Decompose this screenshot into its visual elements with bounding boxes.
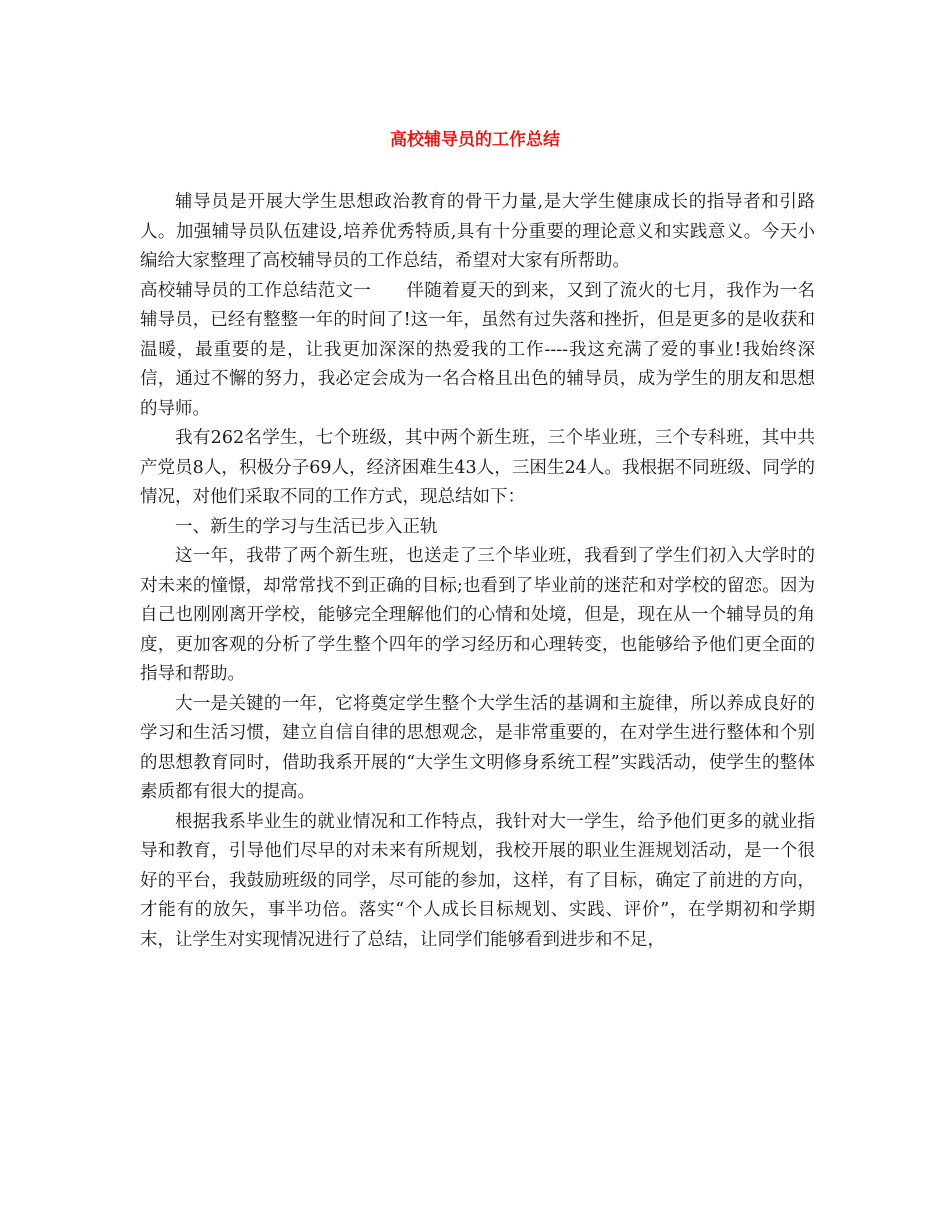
paragraph-freshman-year: 大一是关键的一年，它将奠定学生整个大学生活的基调和主旋律，所以养成良好的学习和生活习惯，建立自信自律的思想观念，是非常重要的，在对学生进行整体和个别的思想教育同时，借助我系开展的“大学生文明修身系统工程”实践活动，使学生的整体素质都有很大的提高。 <box>140 693 815 802</box>
paragraph-employment: 根据我系毕业生的就业情况和工作特点，我针对大一学生，给予他们更多的就业指导和教育，引导他们尽早的对未来有所规划，我校开展的职业生涯规划活动，是一个很好的平台，我鼓励班级的同学，尽可能的参加，这样，有了目标，确定了前进的方向，才能有的放矢，事半功倍。落实“个人成长目标规划、实践、评价”，在学期初和学期末，让学生对实现情况进行了总结，让同学们能够看到进步和不足， <box>140 811 815 950</box>
paragraph-students: 我有262名学生，七个班级，其中两个新生班，三个毕业班，三个专科班，其中共产党员8人，积极分子69人，经济困难生43人，三困生24人。我根据不同班级、同学的情况，对他们采取不同的工作方式，现总结如下： <box>140 428 815 507</box>
section-heading-1: 一、新生的学习与生活已步入正轨 <box>175 516 438 537</box>
paragraph-intro: 辅导员是开展大学生思想政治教育的骨干力量,是大学生健康成长的指导者和引路人。加强辅导员队伍建设,培养优秀特质,具有十分重要的理论意义和实践意义。今天小编给大家整理了高校辅导员的工作总结，希望对大家有所帮助。 <box>140 192 815 271</box>
paragraph-sample-one: 高校辅导员的工作总结范文一 伴随着夏天的到来，又到了流火的七月，我作为一名辅导员，已经有整整一年的时间了!这一年，虽然有过失落和挫折，但是更多的是收获和温暖，最重要的是，让我更加深深的热爱我的工作----我这充满了爱的事业!我始终深信，通过不懈的努力，我必定会成为一名合格且出色的辅导员，成为学生的朋友和思想的导师。 <box>140 280 815 419</box>
document-body <box>140 188 815 955</box>
document-title: 高校辅导员的工作总结 <box>390 130 560 150</box>
paragraph-this-year: 这一年，我带了两个新生班，也送走了三个毕业班，我看到了学生们初入大学时的对未来的憧憬，却常常找不到正确的目标;也看到了毕业前的迷茫和对学校的留恋。因为自己也刚刚离开学校，能够完全理解他们的心情和处境，但是，现在从一个辅导员的角度，更加客观的分析了学生整个四年的学习经历和心理转变，也能够给予他们更全面的指导和帮助。 <box>140 546 815 684</box>
